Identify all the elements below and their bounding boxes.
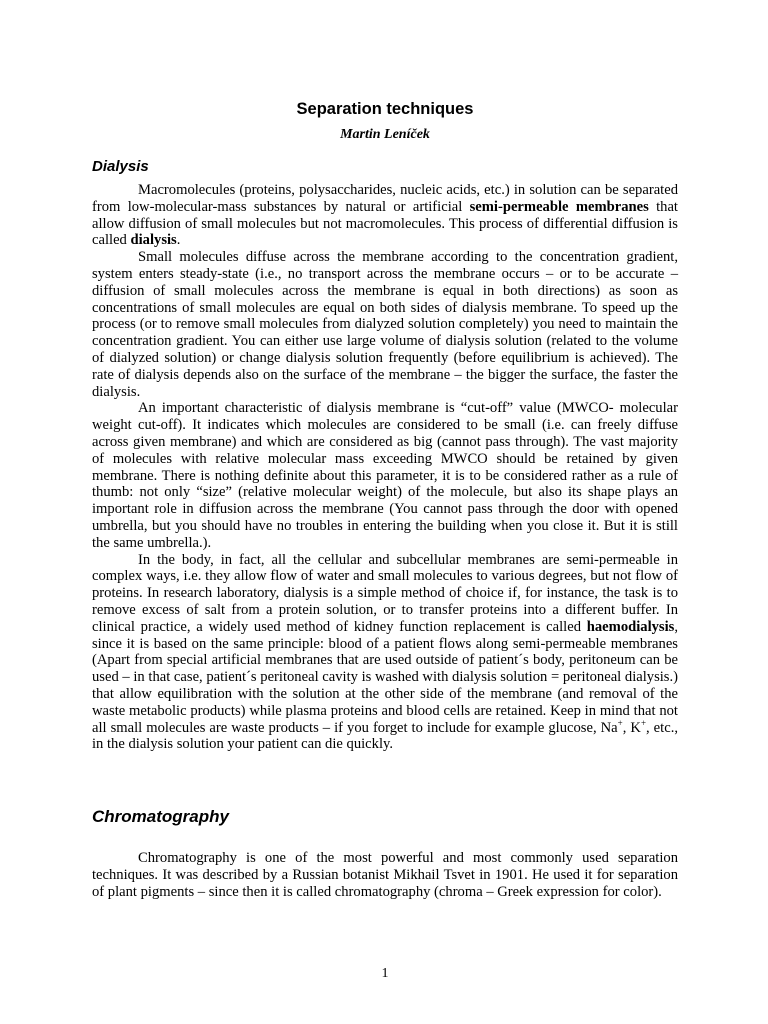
section-dialysis-body (92, 182, 678, 753)
bold-term: haemodialysis (586, 618, 675, 635)
paragraph: Macromolecules (proteins, polysaccharides, nucleic acids, etc.) in solution can be separated from low-molecular-mass substances by natural or artificial semi-permeable membranes that allow diffusion of small molecules but not macromolecules. This process of differential diffusion is called dialysis. (92, 182, 678, 249)
page-title: Separation techniques (296, 100, 474, 118)
section-chromatography-body (92, 850, 678, 900)
bold-term: dialysis (130, 232, 177, 249)
paragraph: Chromatography is one of the most powerful and most commonly used separation techniques. It was described by a Russian botanist Mikhail Tsvet in 1901. He used it for separation of plant pigments – since then it is called chromatography (chroma – Greek expression for color). (92, 850, 678, 900)
page-number: 1 (381, 966, 389, 981)
section-heading-chromatography: Chromatography (92, 807, 229, 826)
paragraph: In the body, in fact, all the cellular and subcellular membranes are semi-permeable in complex ways, i.e. they allow flow of water and small molecules to various degrees, but not flow of proteins. In research laboratory, dialysis is a simple method of choice if, for instance, the task is to remove excess of salt from a protein solution, or to transfer proteins into a different buffer. In clinical practice, a widely used method of kidney function replacement is called haemodialysis, since it is based on the same principle: blood of a patient flows along semi-permeable membranes (Apart from special artificial membranes that are used outside of patient´s body, peritoneum can be used – in that case, patient´s peritoneal cavity is washed with dialysis solution = peritoneal dialysis.) that allow equilibration with the solution at the other side of the membrane (and removal of the waste metabolic products) while plasma proteins and blood cells are retained. Keep in mind that not all small molecules are waste products – if you forget to include for example glucose, Na+, K+, etc., in the dialysis solution your patient can die quickly. (92, 551, 678, 753)
paragraph: An important characteristic of dialysis membrane is “cut-off” value (MWCO- molecular weight cut-off). It indicates which molecules are considered to be small (i.e. can freely diffuse across given membrane) and which are considered as big (cannot pass through). The vast majority of molecules with relative molecular mass exceeding MWCO should be retained by given membrane. There is nothing definite about this parameter, it is to be considered rather as a rule of thumb: not only “size” (relative molecular weight) of the molecule, but also its shape plays an important role in diffusion across the membrane (You cannot pass through the door with opened umbrella, but you should have no troubles in entering the building when you close it. But it is still the same umbrella.). (92, 400, 678, 551)
section-heading-dialysis: Dialysis (92, 158, 149, 175)
author-name: Martin Leníček (340, 127, 430, 142)
bold-term: semi-permeable membranes (469, 198, 649, 215)
paragraph: Small molecules diffuse across the membrane according to the concentration gradient, system enters steady-state (i.e., no transport across the membrane occurs – or to be accurate – diffusion of small molecules across the membrane is equal in both directions) as soon as concentrations of small molecules are equal on both sides of dialysis membrane. To speed up the process (or to remove small molecules from dialyzed solution completely) you need to maintain the concentration gradient. You can either use large volume of dialysis solution (related to the volume of dialyzed solution) or change dialysis solution frequently (before equilibrium is achieved). The rate of dialysis depends also on the surface of the membrane – the bigger the surface, the faster the dialysis. (92, 249, 678, 400)
